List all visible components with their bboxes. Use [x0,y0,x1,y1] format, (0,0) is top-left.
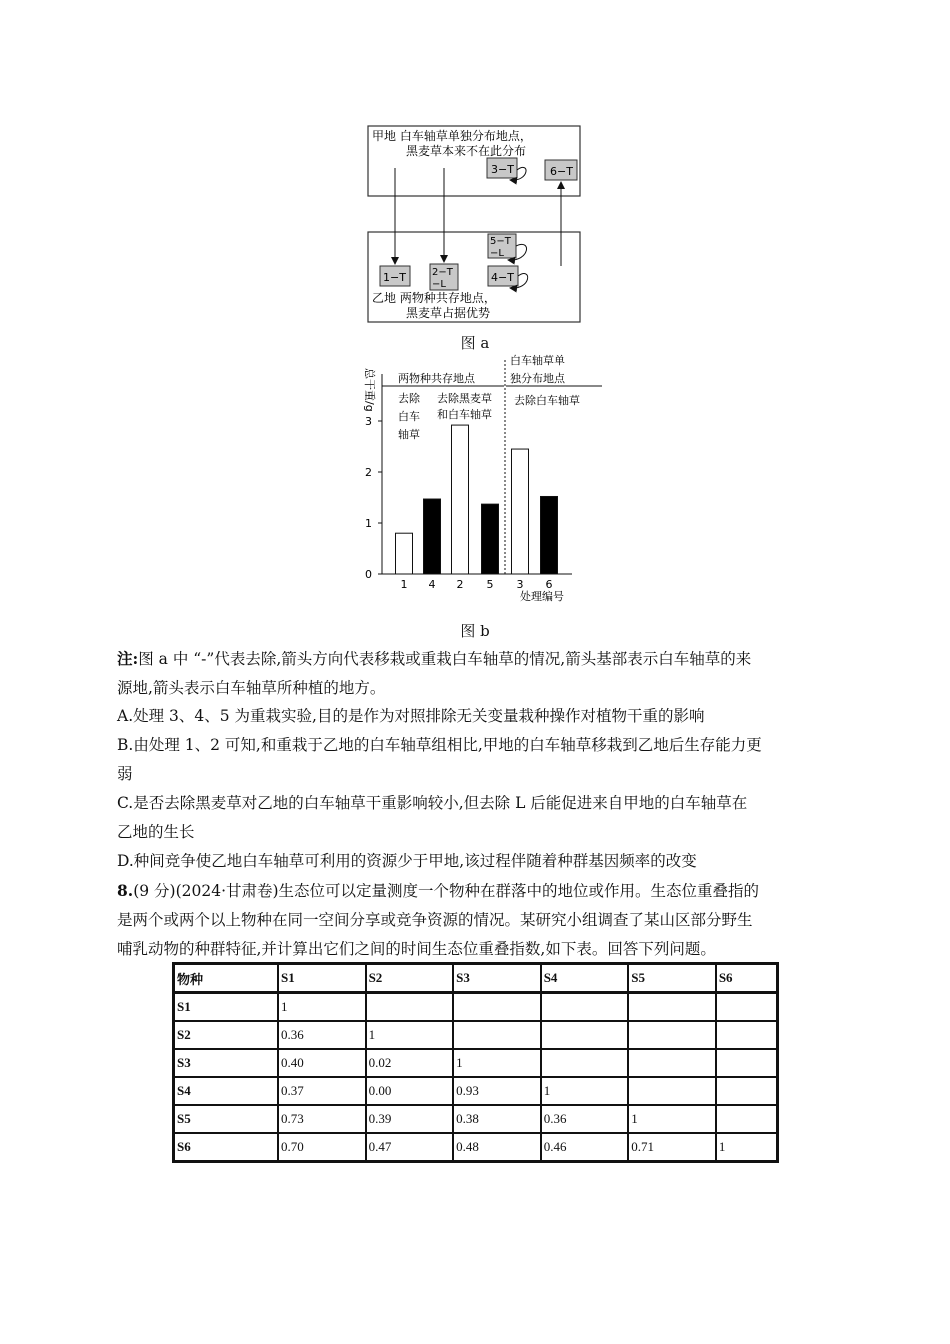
table-cell [453,993,541,1022]
option-d: D.种间竞争使乙地白车轴草可利用的资源少于甲地,该过程伴随着种群基因频率的改变 [117,852,697,870]
x-axis-label: 处理编号 [520,590,564,603]
figure-b-chart [340,350,620,612]
figure-a [360,120,600,330]
table-cell: 1 [366,1021,454,1049]
group2-label-2: 和白车轴草 [437,408,492,421]
table-cell [541,1021,629,1049]
question-8-line-1: (9 分)(2024·甘肃卷)生态位可以定量测度一个物种在群落中的地位或作用。生态位重叠指的 [133,882,760,900]
region-jia-label-1: 甲地 白车轴草单独分布地点， [372,129,532,143]
x-tick-label: 6 [545,578,553,591]
table-cell [628,993,716,1022]
x-tick-label: 3 [516,578,524,591]
figure-a-caption: 图 a [460,334,490,352]
bar [396,533,413,574]
x-tick-label: 4 [428,578,436,591]
table-cell: 0.71 [628,1133,716,1162]
note-line-1: 图 a 中 “-”代表去除,箭头方向代表移栽或重栽白车轴草的情况,箭头基部表示白车轴草的来 [138,650,752,668]
question-8-line-2: 是两个或两个以上物种在同一空间分享或竞争资源的情况。某研究小组调查了某山区部分野生 [117,911,753,929]
y-tick-label: 3 [365,415,372,428]
table-cell: 0.36 [541,1105,629,1133]
table-cell: 0.48 [453,1133,541,1162]
box-5-T-L-label-2: −L [490,248,504,259]
table-cell [716,1021,778,1049]
option-c-line-1: C.是否去除黑麦草对乙地的白车轴草干重影响较小,但去除 L 后能促进来自甲地的白车轴草在 [117,794,748,812]
table-cell [453,1021,541,1049]
table-cell [716,993,778,1022]
table-cell: 0.38 [453,1105,541,1133]
row-header: S6 [174,1133,279,1162]
group2-label-1: 去除黑麦草 [437,392,492,405]
table-row [174,993,778,1022]
region-jia-label-2: 黑麦草本来不在此分布 [406,144,527,158]
col-header: S3 [453,964,541,993]
table-cell: 1 [628,1105,716,1133]
col-header: S1 [278,964,366,993]
option-c-line-2: 乙地的生长 [117,823,195,841]
table-cell: 0.39 [366,1105,454,1133]
section-left-label: 两物种共存地点 [398,372,475,385]
table-cell [366,993,454,1022]
table-row [174,1105,778,1133]
box-1-T-label: 1−T [383,271,406,284]
table-cell: 1 [541,1077,629,1105]
table-cell: 0.02 [366,1049,454,1077]
region-yi-label-1: 乙地 两物种共存地点， [372,291,496,305]
table-header-row [174,964,778,993]
table-row [174,1133,778,1162]
table-cell: 0.36 [278,1021,366,1049]
y-tick-label: 2 [365,466,372,479]
table-corner: 物种 [174,964,279,993]
figure-b-caption: 图 b [460,622,490,640]
x-tick-label: 2 [456,578,464,591]
table-cell [716,1105,778,1133]
col-header: S4 [541,964,629,993]
y-tick-label: 1 [365,517,372,530]
table-cell: 0.73 [278,1105,366,1133]
table-cell: 1 [716,1133,778,1162]
section-right-label-1: 白车轴草单 [510,354,565,367]
niche-overlap-table [172,962,779,1163]
options [117,702,837,876]
table-cell: 0.00 [366,1077,454,1105]
table-row [174,1021,778,1049]
row-header: S4 [174,1077,279,1105]
table-cell [716,1049,778,1077]
question-8-number: 8. [117,881,134,900]
x-tick-label: 1 [400,578,408,591]
table-cell: 0.46 [541,1133,629,1162]
row-header: S3 [174,1049,279,1077]
table-cell [628,1021,716,1049]
bar [482,504,499,574]
bar [541,496,558,574]
group3-label: 去除白车轴草 [514,394,580,407]
table-cell [628,1077,716,1105]
table-cell [716,1077,778,1105]
table-cell: 1 [453,1049,541,1077]
table-cell: 0.70 [278,1133,366,1162]
box-3-T-label: 3−T [491,163,514,176]
x-tick-label: 5 [486,578,494,591]
table-cell [628,1049,716,1077]
col-header: S6 [716,964,778,993]
option-b-line-1: B.由处理 1、2 可知,和重栽于乙地的白车轴草组相比,甲地的白车轴草移栽到乙地后生存能力更 [117,736,762,754]
table-cell: 0.40 [278,1049,366,1077]
bar [424,499,441,574]
row-header: S1 [174,993,279,1022]
row-header: S2 [174,1021,279,1049]
y-tick-label: 0 [365,568,372,581]
table-cell: 0.93 [453,1077,541,1105]
box-5-T-L-label-1: 5−T [490,236,511,247]
table-cell: 0.47 [366,1133,454,1162]
y-axis-label: 总干重/g [363,368,376,412]
col-header: S2 [366,964,454,993]
col-header: S5 [628,964,716,993]
table-cell [541,993,629,1022]
note-line-2: 源地,箭头表示白车轴草所种植的地方。 [117,679,386,697]
table-cell: 0.37 [278,1077,366,1105]
row-header: S5 [174,1105,279,1133]
group1-label-2: 白车 [398,410,420,423]
group1-label-1: 去除 [398,392,420,405]
table-row [174,1077,778,1105]
table-cell: 1 [278,993,366,1022]
note [117,644,837,703]
region-yi-label-2: 黑麦草占据优势 [406,306,491,320]
question-8-line-3: 哺乳动物的种群特征,并计算出它们之间的时间生态位重叠指数,如下表。回答下列问题。 [117,940,716,958]
group1-label-3: 轴草 [398,428,420,441]
table-cell [541,1049,629,1077]
box-6-T-label: 6−T [550,165,573,178]
bar [512,449,529,574]
bar [452,425,469,574]
table-row [174,1049,778,1077]
option-a: A.处理 3、4、5 为重栽实验,目的是作为对照排除无关变量栽种操作对植物干重的影响 [117,707,705,725]
note-prefix: 注: [117,649,139,668]
box-2-T-L-label-2: −L [432,279,446,290]
question-8 [117,876,837,964]
section-right-label-2: 独分布地点 [510,372,565,385]
option-b-line-2: 弱 [117,765,133,783]
box-4-T-label: 4−T [491,271,514,284]
box-2-T-L-label-1: 2−T [432,267,453,278]
